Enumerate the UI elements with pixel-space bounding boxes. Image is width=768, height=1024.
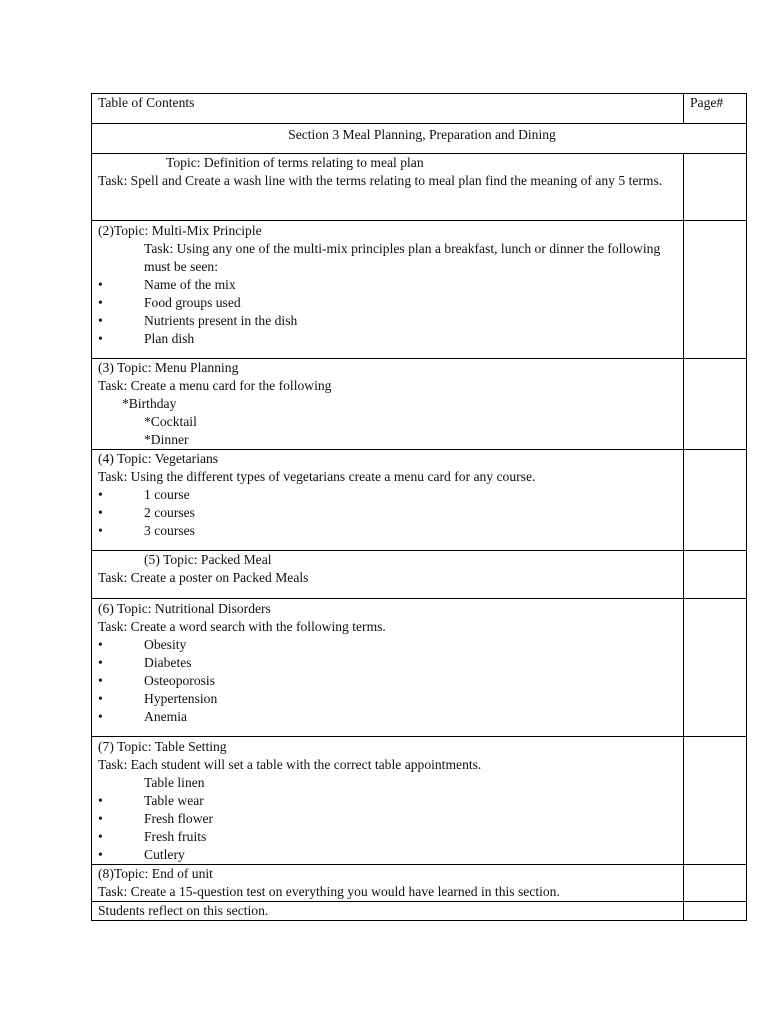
list-item (98, 792, 683, 810)
topic-task: Task: Using the different types of vegetarians create a menu card for any course. (98, 469, 536, 484)
list-item-text: Nutrients present in the dish (144, 313, 298, 328)
list-item (98, 312, 683, 330)
bullet-icon: • (98, 691, 103, 706)
page-cell (684, 551, 747, 599)
list-item (98, 504, 683, 522)
reflection-text: Students reflect on this section. (92, 902, 684, 921)
list-item-text: Diabetes (144, 655, 192, 670)
list-item-text: Table linen (144, 775, 205, 790)
list-item (98, 276, 683, 294)
page-cell (684, 154, 747, 221)
list-item (98, 846, 683, 864)
section-title: Section 3 Meal Planning, Preparation and Dining (92, 124, 747, 154)
page-cell (684, 359, 747, 450)
topic-heading: (4) Topic: Vegetarians (98, 451, 219, 466)
topic-row-5 (92, 551, 747, 599)
list-item-text: Hypertension (144, 691, 218, 706)
table-of-contents (91, 93, 747, 921)
list-item-text: Food groups used (144, 295, 241, 310)
list-item-text: Table wear (144, 793, 204, 808)
topic-cell (92, 551, 684, 599)
topic-task: Task: Create a word search with the following terms. (98, 619, 386, 634)
list-item-text: Fresh fruits (144, 829, 207, 844)
topic-cell (92, 221, 684, 359)
menu-item: *Dinner (144, 432, 189, 447)
page-number-header: Page# (684, 94, 747, 124)
topic-heading: (7) Topic: Table Setting (98, 739, 227, 754)
topic-heading: (2)Topic: Multi-Mix Principle (98, 223, 262, 238)
bullet-icon: • (98, 793, 103, 808)
bullet-icon: • (98, 637, 103, 652)
topic-cell (92, 450, 684, 551)
topic-heading: (5) Topic: Packed Meal (144, 552, 272, 567)
menu-item: *Cocktail (144, 414, 197, 429)
page-cell (684, 737, 747, 865)
topic-cell (92, 359, 684, 450)
list-item (98, 690, 683, 708)
topic-row-4 (92, 450, 747, 551)
bullet-icon: • (98, 313, 103, 328)
bullet-icon: • (98, 487, 103, 502)
header-row (92, 94, 747, 124)
topic-row-6 (92, 599, 747, 737)
bullet-icon: • (98, 331, 103, 346)
topic-heading: Topic: Definition of terms relating to meal plan (166, 155, 424, 170)
topic-heading: (6) Topic: Nutritional Disorders (98, 601, 271, 616)
list-item-text: Fresh flower (144, 811, 214, 826)
bullet-icon: • (98, 829, 103, 844)
topic-row-3 (92, 359, 747, 450)
topic-cell (92, 865, 684, 902)
topic-task: Task: Create a poster on Packed Meals (98, 570, 309, 585)
page-cell (684, 221, 747, 359)
list-item (98, 486, 683, 504)
list-item (98, 522, 683, 540)
topic-task: Task: Spell and Create a wash line with the terms relating to meal plan find the meaning of any 5 terms. (98, 173, 663, 188)
topic-row-1 (92, 154, 747, 221)
topic-cell (92, 154, 684, 221)
section-row (92, 124, 747, 154)
page-cell (684, 450, 747, 551)
list-item-text: Osteoporosis (144, 673, 215, 688)
page-cell (684, 902, 747, 921)
list-item (98, 708, 683, 726)
topic-row-7 (92, 737, 747, 865)
list-item-text: Plan dish (144, 331, 195, 346)
bullet-icon: • (98, 847, 103, 862)
topic-task: Task: Create a menu card for the following (98, 378, 332, 393)
bullet-icon: • (98, 523, 103, 538)
list-item-text: Anemia (144, 709, 188, 724)
bullet-icon: • (98, 811, 103, 826)
topic-task: Task: Using any one of the multi-mix principles plan a breakfast, lunch or dinner the following must be seen: (144, 241, 661, 274)
list-item (98, 672, 683, 690)
reflection-row (92, 902, 747, 921)
bullet-icon: • (98, 505, 103, 520)
toc-title: Table of Contents (92, 94, 684, 124)
list-item (98, 294, 683, 312)
topic-cell (92, 737, 684, 865)
page-cell (684, 865, 747, 902)
bullet-icon: • (98, 277, 103, 292)
list-item (98, 636, 683, 654)
list-item-text: 3 courses (144, 523, 195, 538)
list-item (98, 828, 683, 846)
bullet-icon: • (98, 673, 103, 688)
topic-row-8 (92, 865, 747, 902)
list-item-text: 1 course (144, 487, 190, 502)
topic-heading: (8)Topic: End of unit (98, 866, 213, 881)
page-cell (684, 599, 747, 737)
topic-row-2 (92, 221, 747, 359)
list-item (98, 654, 683, 672)
list-item-text: Cutlery (144, 847, 185, 862)
list-item-text: 2 courses (144, 505, 195, 520)
topic-heading: (3) Topic: Menu Planning (98, 360, 239, 375)
topic-task: Task: Create a 15-question test on everything you would have learned in this section. (98, 884, 560, 899)
list-item-text: Name of the mix (144, 277, 236, 292)
list-item-text: Obesity (144, 637, 187, 652)
topic-task: Task: Each student will set a table with the correct table appointments. (98, 757, 482, 772)
menu-item: *Birthday (122, 396, 177, 411)
topic-cell (92, 599, 684, 737)
list-item (98, 330, 683, 348)
bullet-icon: • (98, 709, 103, 724)
bullet-icon: • (98, 655, 103, 670)
list-item (98, 810, 683, 828)
bullet-icon: • (98, 295, 103, 310)
